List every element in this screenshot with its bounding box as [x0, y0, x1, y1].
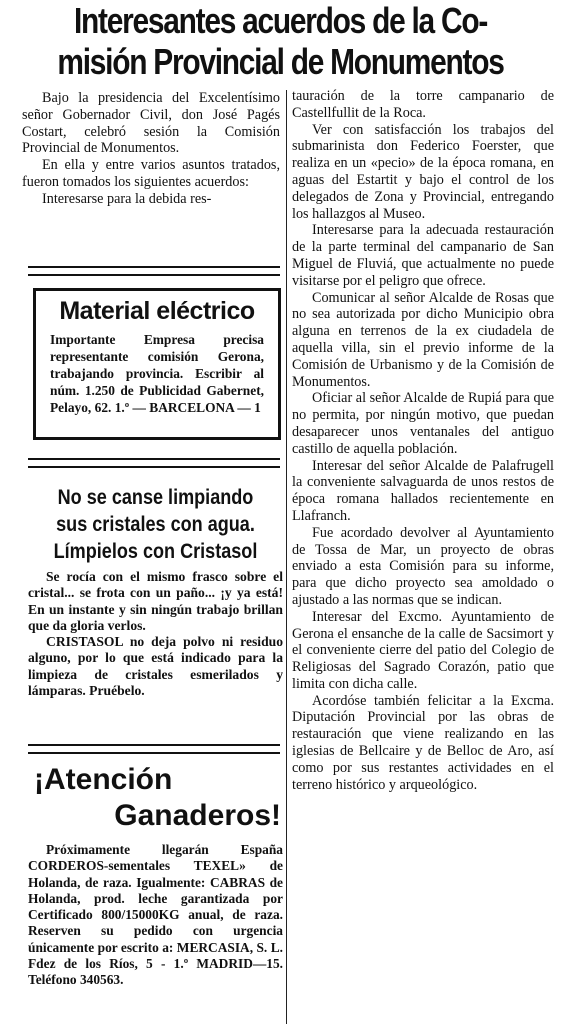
section-divider	[28, 744, 280, 754]
ad-title-line: No se canse limpiando	[57, 486, 254, 509]
article-paragraph: Acordóse también felicitar a la Excma. Diputación Provincial por las obras de restauración que viene realizando en las iglesias de Bellcaire y de Belloc de Aro, así como por sus restantes actividades en el terreno histórico y arqueológico.	[292, 692, 554, 793]
article-paragraph: Interesarse para la debida res-	[42, 190, 212, 207]
column-divider	[286, 90, 287, 1024]
article-paragraph: tauración de la torre campanario de Castellfullit de la Roca.	[292, 88, 554, 121]
ad-title-line: Ganaderos!	[114, 799, 281, 832]
ad-body	[28, 842, 283, 989]
ad-paragraph: Próximamente llegarán España CORDEROS-sementales TEXEL» de Holanda, de raza. Igualmente: CABRAS de Holanda, prod. leche garantizada por Certificado 800/15000KG anual, de raza. Reserven su pedido con urgencia únicamente por escrito a: MERCASIA, S. L. Fdez de los Ríos, 5 - 1.º MADRID—15. Teléfono 340563.	[28, 842, 283, 988]
ad-body	[28, 569, 283, 699]
article-paragraph: Interesarse para la adecuada restauración de la parte terminal del campanario de San Miguel de Fluviá, que actualmente no puede visitarse por el peligro que ofrece.	[292, 222, 554, 289]
section-divider	[28, 458, 280, 468]
article-paragraph: Oficiar al señor Alcalde de Rupiá para que no permita, por ningún motivo, que puedan desaparecer unos ventanales del antiguo castillo de aquella población.	[292, 390, 554, 457]
article-paragraph: Fue acordado devolver al Ayuntamiento de Tossa de Mar, un proyecto de obras enviado a esta Comisión para su informe, para que dicho proyecto sea amoldado o ajustado a las normas que se indican.	[292, 524, 554, 608]
ad-title-line: ¡Atención	[34, 763, 173, 796]
ad-material-electrico	[33, 288, 281, 440]
article-right-column	[292, 88, 554, 793]
headline	[48, 0, 514, 82]
ad-title-line: sus cristales con agua.	[56, 513, 255, 536]
article-paragraph: Comunicar al señor Alcalde de Rosas que no sea autorizada por dicho Municipio obra alguna en terrenos de la ex ciudadela de aquella villa, sin el previo informe de la Comisión de Urbanismo y de la Comisión de Monumentos.	[292, 289, 554, 390]
article-paragraph: Bajo la presidencia del Excelentísimo señor Gobernador Civil, don José Pagés Costart, celebró sesión la Comisión Provincial de Monumentos.	[22, 90, 280, 157]
section-divider	[28, 266, 280, 276]
ad-paragraph: Se rocía con el mismo frasco sobre el cristal... se frota con un paño... ¡y ya está! En un instante y sin ningún trabajo brillan que da gloria verlos.	[28, 569, 283, 633]
ad-cristasol	[28, 484, 283, 699]
article-paragraph: Ver con satisfacción los trabajos del submarinista don Federico Foerster, que realiza en un «pecio» de la época romana, en aguas del Estartit y bajo el control de los delegados de Zona y Provincial, entregando los hallazgos al Museo.	[292, 121, 554, 222]
article-paragraph: En ella y entre varios asuntos tratados, fueron tomados los siguientes acuerdos:	[22, 157, 280, 190]
ad-title-line: Límpielos con Cristasol	[53, 540, 258, 563]
headline-line-2: misión Provincial de Monumentos	[57, 41, 504, 82]
article-paragraph: Interesar del señor Alcalde de Palafrugell la conveniente salvaguarda de unos restos de época romana hallados recientemente en Llafranch.	[292, 457, 554, 524]
ad-title: Material eléctrico	[59, 297, 255, 325]
article-paragraph: Interesar del Excmo. Ayuntamiento de Gerona el ensanche de la calle de Sacsimort y el conveniente cierre del patio del Colegio de Religiosas del Sagrado Corazón, patio que limita con dicha calle.	[292, 608, 554, 692]
article-left-column	[22, 90, 280, 208]
headline-line-1: Interesantes acuerdos de la Co-	[73, 0, 488, 41]
ad-body: Importante Empresa precisa representante comisión Gerona, trabajando provincia. Escribir al núm. 1.250 de Publicidad Gabernet, Pelayo, 62. 1.º — BARCELONA — 1	[50, 332, 264, 415]
ad-paragraph: CRISTASOL no deja polvo ni residuo alguno, por lo que está indicado para la limpieza de cristales esmerilados y lámparas. Pruébelo.	[28, 634, 283, 699]
ad-ganaderos	[28, 762, 283, 989]
